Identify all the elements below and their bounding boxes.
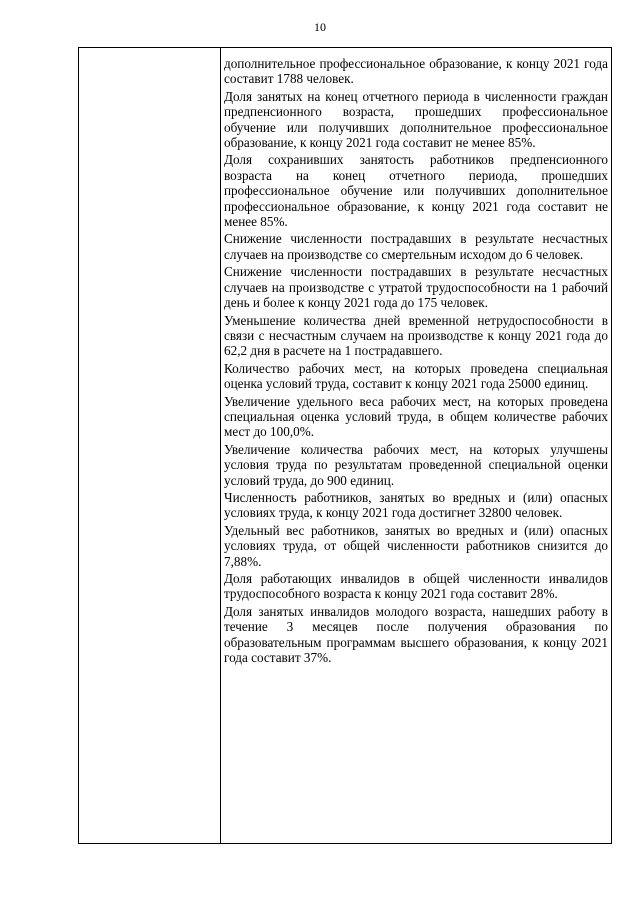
paragraph: Уменьшение количества дней временной нетрудоспособности в связи с несчастным случаем на производстве к концу 2021 года до 62,2 дня в расчете на 1 пострадавшего. [224, 312, 608, 359]
paragraph: Удельный вес работников, занятых во вредных и (или) опасных условиях труда, от общей численности работников снизится до 7,88%. [224, 522, 608, 569]
paragraph: Снижение численности пострадавших в результате несчастных случаев на производстве со смертельным исходом до 6 человек. [224, 231, 608, 262]
paragraph: Увеличение удельного веса рабочих мест, на которых проведена специальная оценка условий труда, в общем количестве рабочих мест до 100,0%. [224, 393, 608, 440]
paragraph: Количество рабочих мест, на которых проведена специальная оценка условий труда, составит к концу 2021 года 25000 единиц. [224, 360, 608, 392]
paragraph: Доля занятых на конец отчетного периода в численности граждан предпенсионного возраста, прошедших профессиональное обучение или получивших дополнительное профессиональное образование, к концу 2021 года составит не менее 85%. [224, 88, 608, 151]
table-right-cell [221, 48, 611, 843]
paragraph: Доля сохранивших занятость работников предпенсионного возраста на конец отчетного периода, прошедших профессиональное обучение или получивших дополнительное профессиональное образование, к концу 2021 года составит не менее 85%. [224, 152, 608, 230]
paragraph: Доля занятых инвалидов молодого возраста, нашедших работу в течение 3 месяцев после получения образования по образовательным программам высшего образования, к концу 2021 года составит 37%. [224, 603, 608, 666]
paragraph: Численность работников, занятых во вредных и (или) опасных условиях труда, к концу 2021 года достигнет 32800 человек. [224, 489, 608, 521]
paragraph: Увеличение количества рабочих мест, на которых улучшены условия труда по результатам проведенной специальной оценки условий труда, до 900 единиц. [224, 441, 608, 488]
table-left-cell [79, 48, 221, 843]
paragraph: Доля работающих инвалидов в общей численности инвалидов трудоспособного возраста к концу 2021 года составит 28%. [224, 571, 608, 602]
document-table [78, 47, 612, 844]
paragraph: Снижение численности пострадавших в результате несчастных случаев на производстве с утратой трудоспособности на 1 рабочий день и более к концу 2021 года до 175 человек. [224, 264, 608, 311]
page-number: 10 [314, 20, 326, 34]
paragraph: дополнительное профессиональное образование, к концу 2021 года составит 1788 человек. [224, 56, 608, 87]
